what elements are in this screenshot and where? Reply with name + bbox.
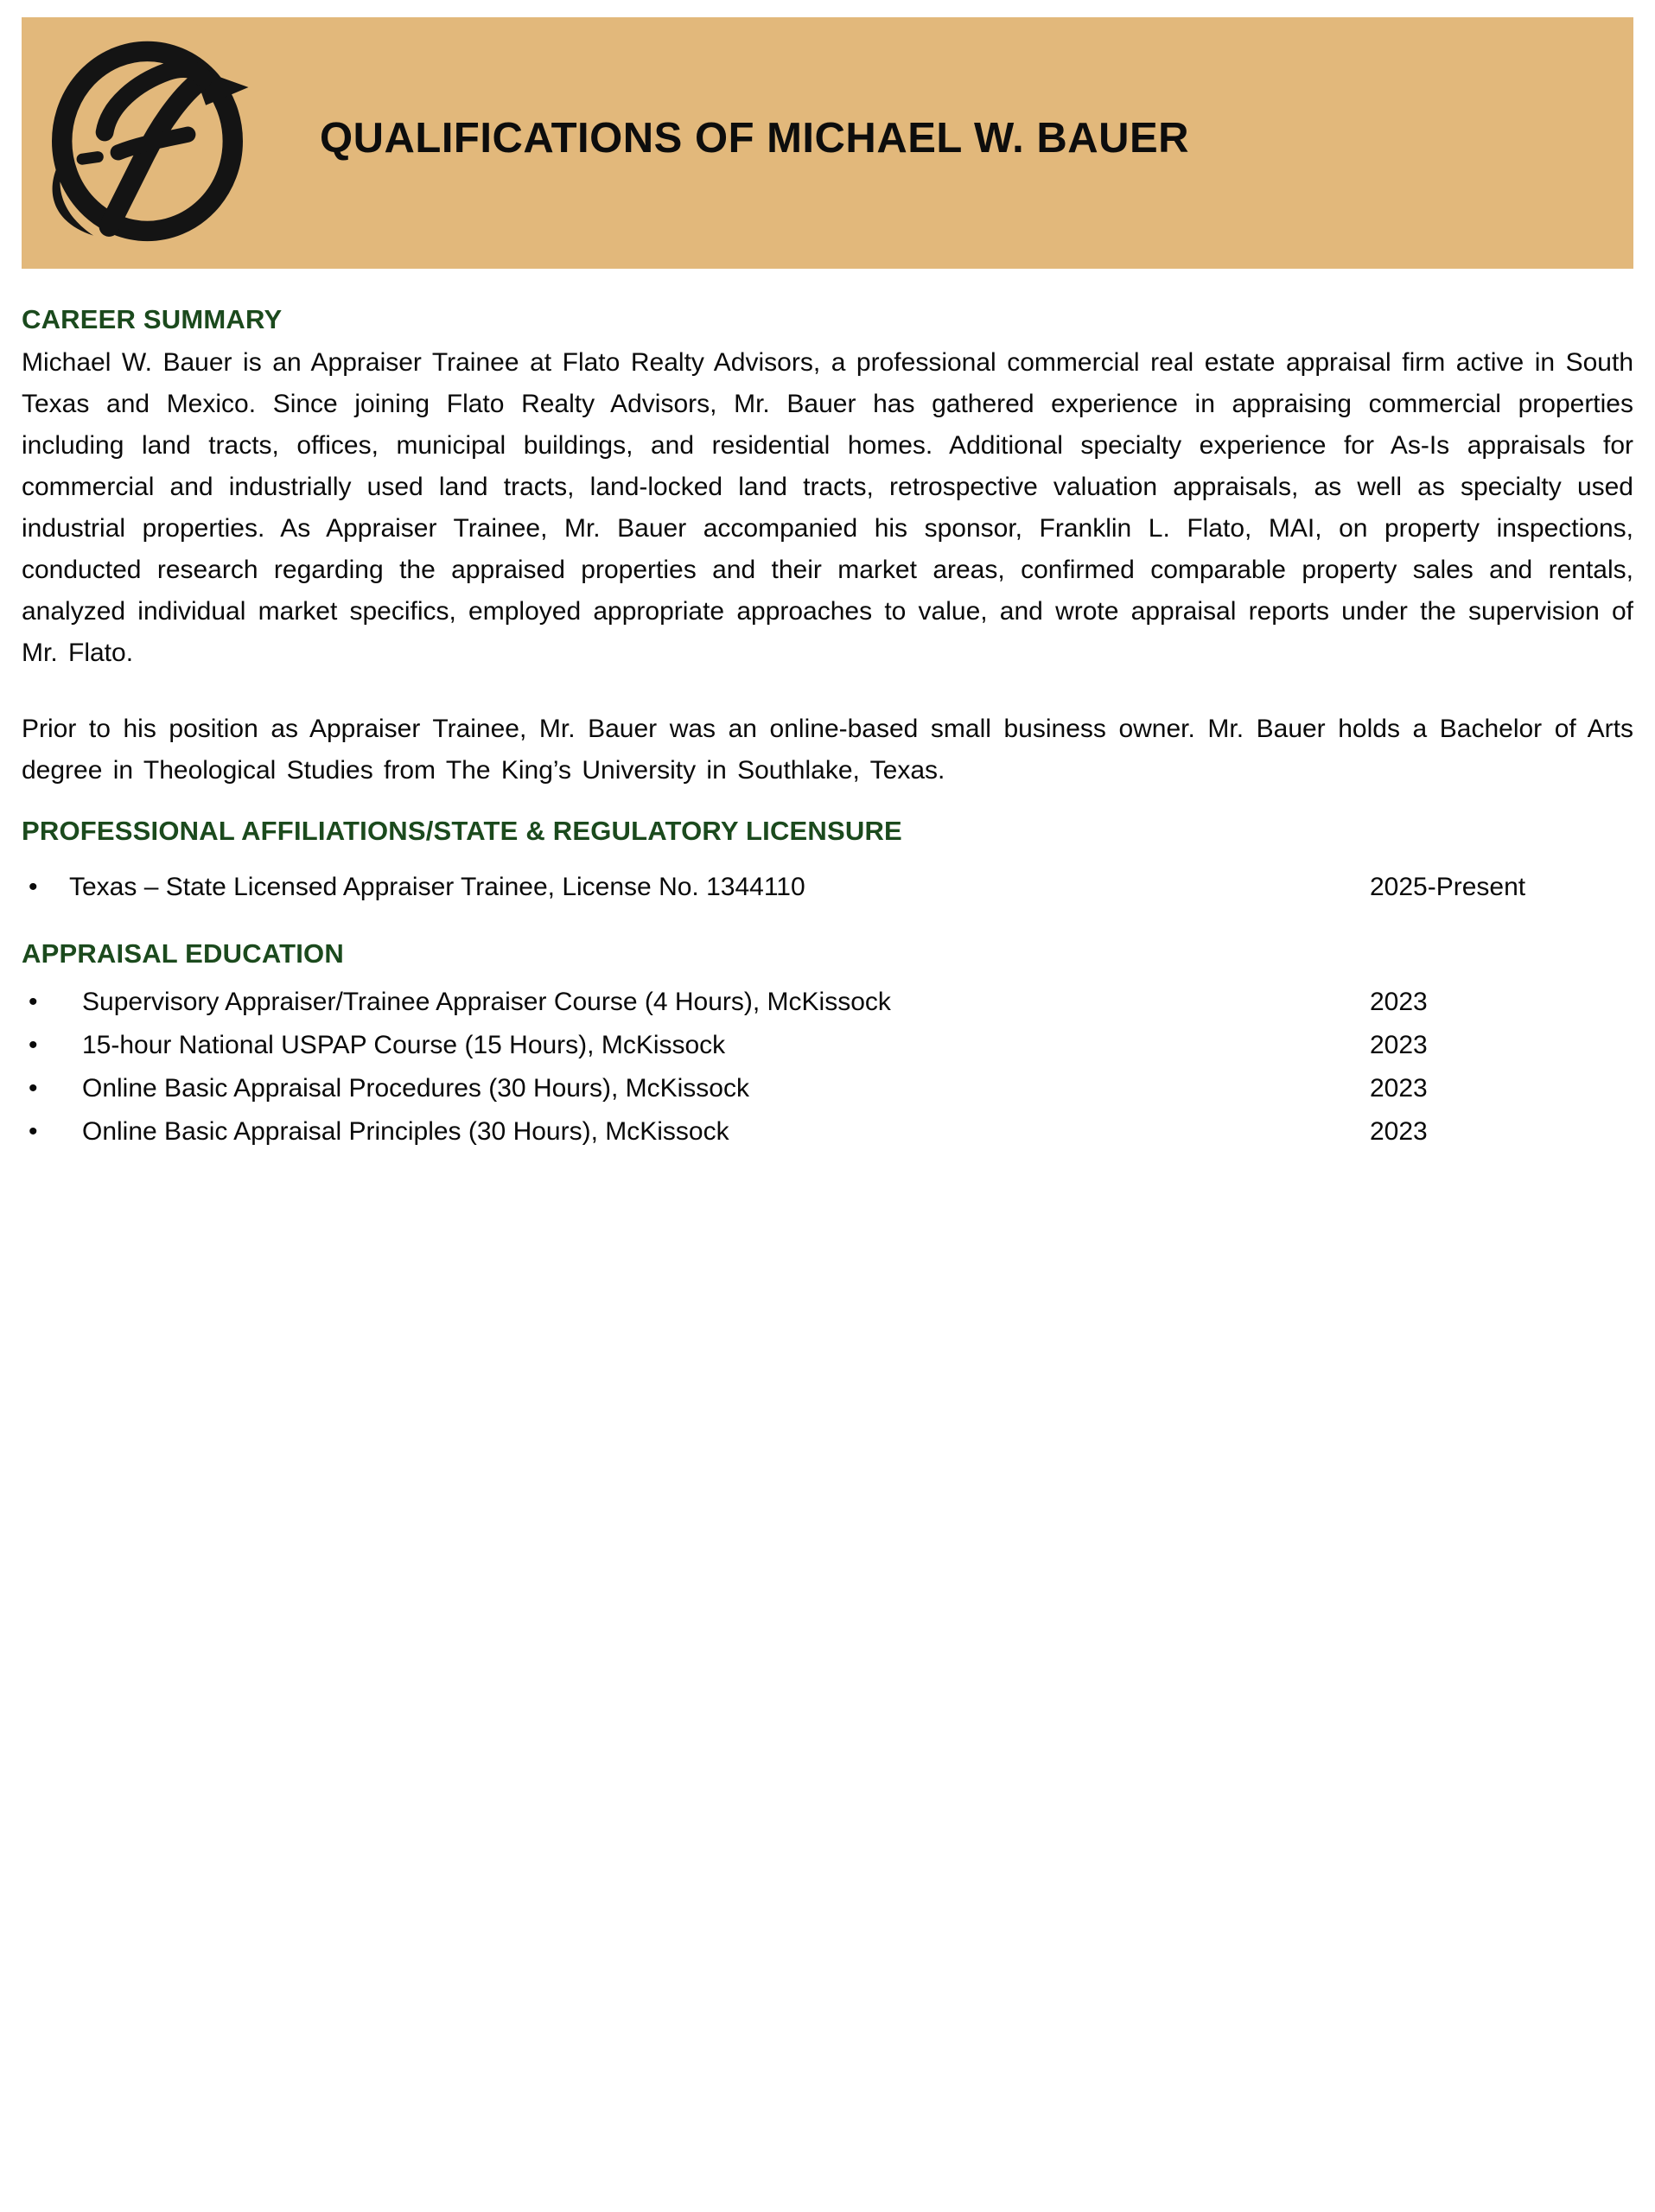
bullet-icon: • [29, 1117, 38, 1146]
header-band [22, 17, 1633, 269]
career-summary-paragraph-1: Michael W. Bauer is an Appraiser Trainee at Flato Realty Advisors, a professional commercial real estate appraisal firm active in South Texas and Mexico. Since joining Flato Realty Advisors, Mr. Bauer has gathered experience in appraising commercial properties including land tracts, offices, municipal buildings, and residential homes. Additional specialty experience for As-Is appraisals for commercial and industrially used land tracts, land-locked land tracts, retrospective valuation appraisals, as well as specialty used industrial properties. As Appraiser Trainee, Mr. Bauer accompanied his sponsor, Franklin L. Flato, MAI, on property inspections, conducted research regarding the appraised properties and their market areas, confirmed comparable property sales and rentals, analyzed individual market specifics, employed appropriate approaches to value, and wrote appraisal reports under the supervision of Mr. Flato. [22, 348, 1633, 667]
education-course-text: Online Basic Appraisal Procedures (30 Hours), McKissock [82, 1074, 749, 1103]
affiliation-text: Texas – State Licensed Appraiser Trainee, License No. 1344110 [69, 873, 805, 901]
education-course-date: 2023 [1370, 988, 1428, 1016]
bullet-icon: • [29, 873, 38, 901]
script-f-circle-logo-icon [29, 31, 266, 256]
education-course-text: Supervisory Appraiser/Trainee Appraiser Course (4 Hours), McKissock [82, 988, 891, 1016]
education-course-text: Online Basic Appraisal Principles (30 Hours), McKissock [82, 1117, 729, 1146]
career-summary-heading: CAREER SUMMARY [22, 304, 283, 334]
affiliations-heading: PROFESSIONAL AFFILIATIONS/STATE & REGULATORY LICENSURE [22, 816, 902, 846]
list-item [22, 1025, 1633, 1068]
education-heading: APPRAISAL EDUCATION [22, 938, 344, 969]
list-item [22, 1068, 1633, 1111]
education-course-date: 2023 [1370, 1074, 1428, 1103]
education-course-date: 2023 [1370, 1031, 1428, 1059]
list-item [22, 982, 1633, 1025]
career-summary-paragraph-2: Prior to his position as Appraiser Trainee, Mr. Bauer was an online-based small business owner. Mr. Bauer holds a Bachelor of Arts degree in Theological Studies from The King’s University in Southlake, Texas. [22, 715, 1633, 785]
list-item [22, 1111, 1633, 1154]
list-item [22, 867, 1633, 910]
bullet-icon: • [29, 988, 38, 1016]
education-course-text: 15-hour National USPAP Course (15 Hours), McKissock [82, 1031, 726, 1059]
affiliation-date: 2025-Present [1370, 873, 1526, 901]
bullet-icon: • [29, 1031, 38, 1059]
page-title: QUALIFICATIONS OF MICHAEL W. BAUER [320, 115, 1190, 162]
bullet-icon: • [29, 1074, 38, 1103]
education-course-date: 2023 [1370, 1117, 1428, 1146]
